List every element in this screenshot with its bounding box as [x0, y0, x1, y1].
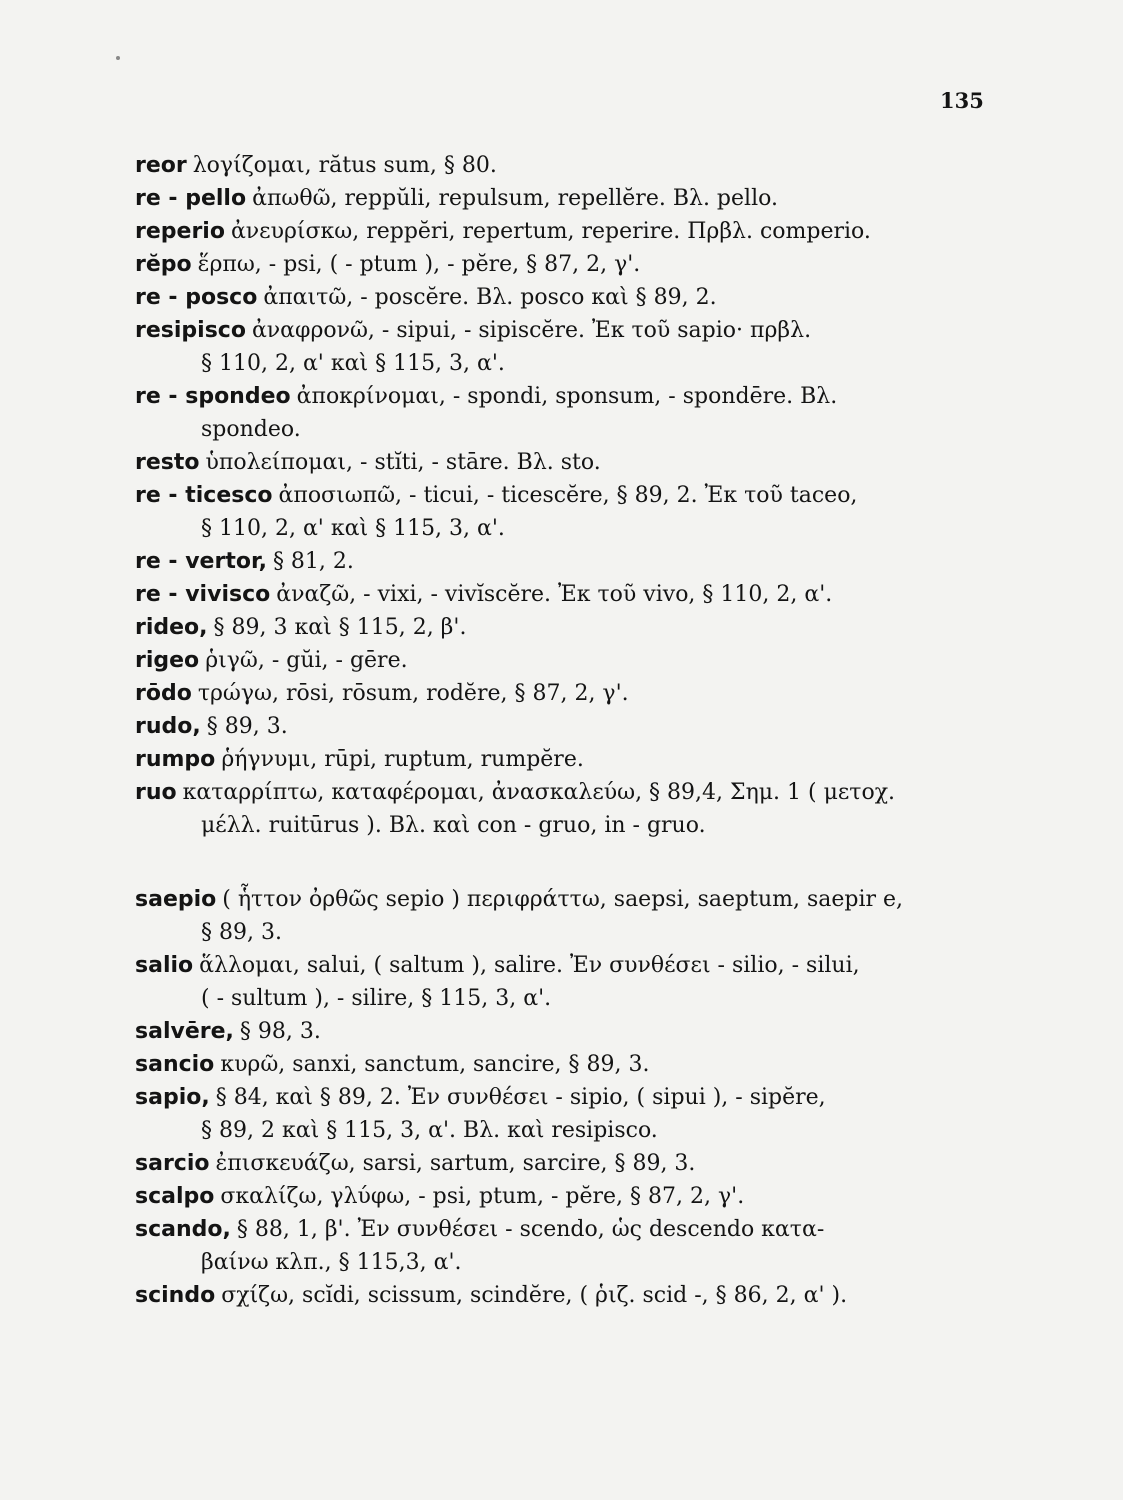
entry-headword: sapio, [135, 1085, 210, 1110]
entry-headword: sancio [135, 1052, 215, 1077]
entry-text: καταρρίπτω, καταφέρομαι, ἀνασκαλεύω, § 89,4, Σημ. 1 ( μετοχ. [182, 780, 896, 805]
entry-headword: re - posco [135, 285, 258, 310]
entry-line [135, 1048, 995, 1081]
entry-continuation-line [135, 413, 995, 446]
entry-line [135, 578, 995, 611]
entry-line [135, 1213, 995, 1246]
entry-text: ἀναφρονῶ, - sipui, - sipiscĕre. Ἐκ τοῦ sapio· πρβλ. [251, 318, 812, 343]
entry-continuation-line [135, 809, 995, 842]
entry-text: σκαλίζω, γλύφω, - psi, ptum, - pĕre, § 87, 2, γ'. [220, 1184, 745, 1209]
entry-line [135, 314, 995, 347]
entry-headword: resipisco [135, 318, 246, 343]
entry-text: βαίνω κλπ., § 115,3, α'. [201, 1250, 462, 1275]
entry-line [135, 710, 995, 743]
entry-continuation-line [135, 512, 995, 545]
entry-continuation-line [135, 916, 995, 949]
entry-headword: re - pello [135, 186, 247, 211]
entry-line [135, 248, 995, 281]
entry-continuation-line [135, 347, 995, 380]
entry-text: ἀναζῶ, - vixi, - vivĭscĕre. Ἐκ τοῦ vivo, § 110, 2, α'. [276, 582, 833, 607]
entry-text: § 89, 2 καὶ § 115, 3, α'. Βλ. καὶ resipisco. [201, 1118, 658, 1143]
entry-line [135, 1279, 995, 1312]
entry-text: σχίζω, scĭdi, scissum, scindĕre, ( ῥιζ. scid -, § 86, 2, α' ). [221, 1283, 848, 1308]
entry-text: § 88, 1, β'. Ἐν συνθέσει - scendo, ὡς descendo κατα- [236, 1217, 825, 1242]
entry-headword: rōdo [135, 681, 192, 706]
entry-text: ῥήγνυμι, rūpi, ruptum, rumpĕre. [221, 747, 584, 772]
entry-line [135, 883, 995, 916]
entry-headword: salvēre, [135, 1019, 234, 1044]
entry-text: § 84, καὶ § 89, 2. Ἐν συνθέσει - sipio, ( sipui ), - sipĕre, [215, 1085, 826, 1110]
entry-headword: reor [135, 153, 187, 178]
entry-text: § 89, 3 καὶ § 115, 2, β'. [213, 615, 467, 640]
entry-text: μέλλ. ruitūrus ). Βλ. καὶ con - gruo, in - gruo. [201, 813, 706, 838]
page-speck [116, 56, 120, 60]
entry-text: § 110, 2, α' καὶ § 115, 3, α'. [201, 516, 505, 541]
dictionary-entries [135, 149, 995, 1312]
entry-headword: saepio [135, 887, 217, 912]
entry-line [135, 1180, 995, 1213]
entry-text: ἅλλομαι, salui, ( saltum ), salire. Ἐν συνθέσει - silio, - silui, [199, 953, 860, 978]
entry-headword: scando, [135, 1217, 231, 1242]
entry-line [135, 1015, 995, 1048]
entry-text: τρώγω, rōsi, rōsum, rodĕre, § 87, 2, γ'. [197, 681, 629, 706]
entry-headword: reperio [135, 219, 225, 244]
entry-line [135, 949, 995, 982]
entry-text: ἐπισκευάζω, sarsi, sartum, sarcire, § 89, 3. [215, 1151, 696, 1176]
entry-line [135, 545, 995, 578]
entry-text: ὑπολείπομαι, - stĭti, - stāre. Βλ. sto. [205, 450, 601, 475]
entry-line [135, 149, 995, 182]
entry-continuation-line [135, 1246, 995, 1279]
entry-line [135, 644, 995, 677]
entry-text: ἀπωθῶ, reppŭli, repulsum, repellĕre. Βλ. pello. [252, 186, 778, 211]
entry-text: § 110, 2, α' καὶ § 115, 3, α'. [201, 351, 505, 376]
page-number: 135 [940, 88, 984, 113]
entry-line [135, 743, 995, 776]
entry-text: § 89, 3. [206, 714, 288, 739]
entry-headword: scalpo [135, 1184, 215, 1209]
entry-continuation-line [135, 1114, 995, 1147]
entry-line [135, 677, 995, 710]
entry-headword: scindo [135, 1283, 216, 1308]
entry-line [135, 380, 995, 413]
entry-text: ( - sultum ), - silire, § 115, 3, α'. [201, 986, 552, 1011]
entry-headword: sarcio [135, 1151, 210, 1176]
entry-text: ῥιγῶ, - gŭi, - gēre. [205, 648, 408, 673]
entry-headword: salio [135, 953, 194, 978]
entry-text: § 89, 3. [201, 920, 282, 945]
entry-line [135, 215, 995, 248]
entry-headword: rudo, [135, 714, 201, 739]
entry-line [135, 281, 995, 314]
entry-text: ἕρπω, - psi, ( - ptum ), - pĕre, § 87, 2, γ'. [197, 252, 641, 277]
entry-continuation-line [135, 982, 995, 1015]
entry-headword: re - spondeo [135, 384, 291, 409]
entry-headword: resto [135, 450, 200, 475]
entry-headword: re - vertor, [135, 549, 267, 574]
entry-headword: rumpo [135, 747, 216, 772]
entry-text: ἀπαιτῶ, - poscĕre. Βλ. posco καὶ § 89, 2. [263, 285, 717, 310]
entry-line [135, 182, 995, 215]
entry-line [135, 1081, 995, 1114]
entry-text: ἀποκρίνομαι, - spondi, sponsum, - spondēre. Βλ. [296, 384, 838, 409]
entry-text: ἀνευρίσκω, reppĕri, repertum, reperire. Πρβλ. comperio. [230, 219, 871, 244]
entry-text: κυρῶ, sanxi, sanctum, sancire, § 89, 3. [220, 1052, 650, 1077]
entry-line [135, 776, 995, 809]
entry-line [135, 446, 995, 479]
entry-headword: rideo, [135, 615, 208, 640]
entry-text: ( ἧττον ὀρθῶς sepio ) περιφράττω, saepsi, saeptum, saepir e, [222, 887, 904, 912]
entry-text: spondeo. [201, 417, 301, 442]
entry-headword: re - ticesco [135, 483, 273, 508]
entry-text: ἀποσιωπῶ, - ticui, - ticescĕre, § 89, 2. Ἐκ τοῦ taceo, [278, 483, 858, 508]
entry-headword: ruo [135, 780, 177, 805]
entry-line [135, 1147, 995, 1180]
entry-headword: re - vivisco [135, 582, 271, 607]
entry-text: § 81, 2. [272, 549, 354, 574]
entry-line [135, 611, 995, 644]
entry-text: λογίζομαι, rătus sum, § 80. [192, 153, 497, 178]
entry-line [135, 479, 995, 512]
entry-text: § 98, 3. [239, 1019, 321, 1044]
entry-headword: rĕpo [135, 252, 192, 277]
entry-headword: rigeo [135, 648, 200, 673]
